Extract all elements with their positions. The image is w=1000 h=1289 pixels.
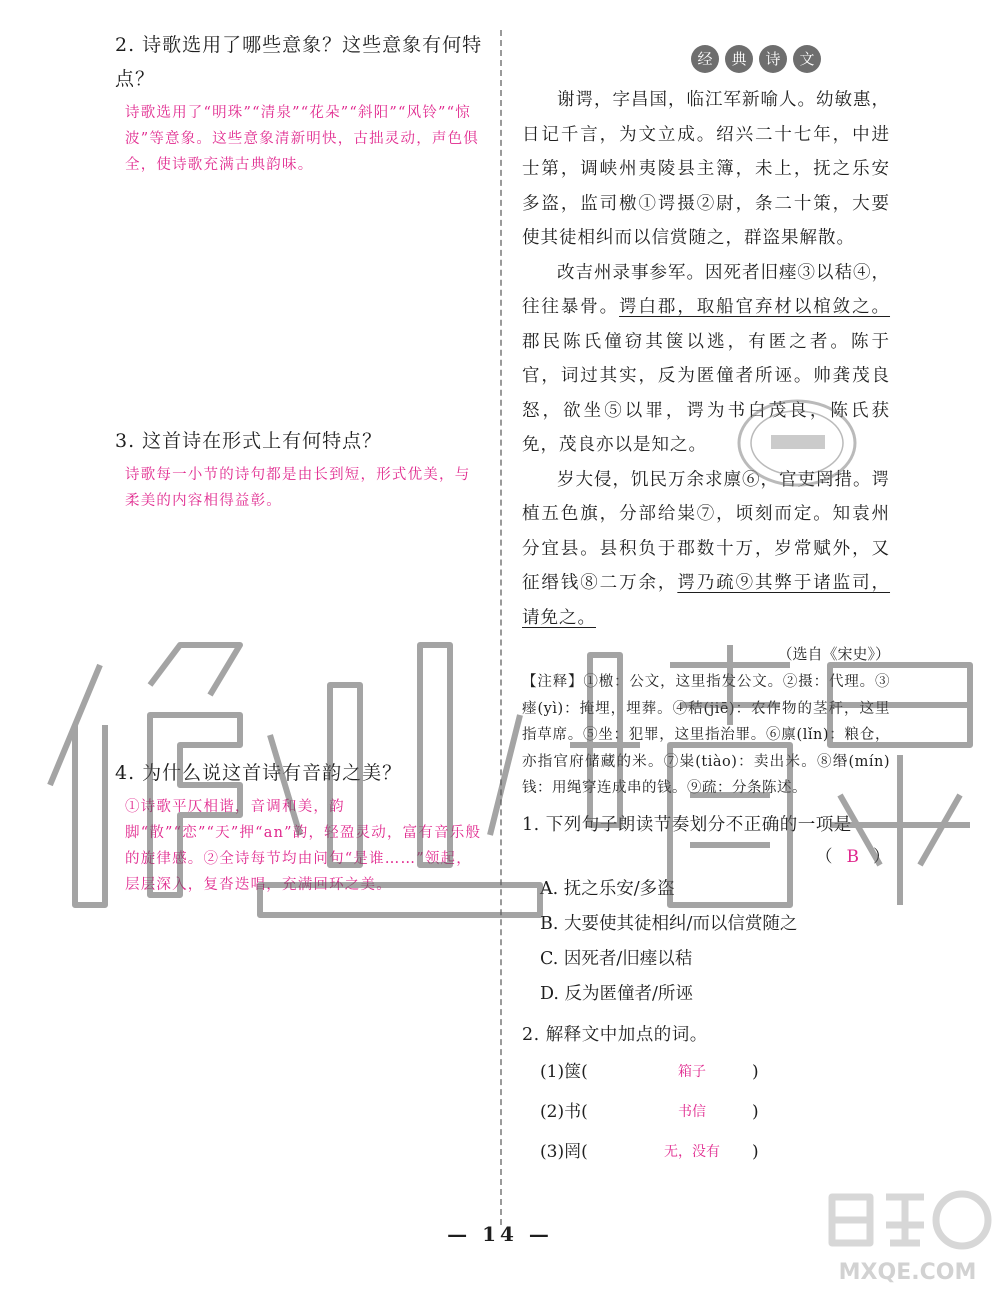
passage-text: 岁大侵，饥民万余求廪⑥，官吏罔措。谔植五色旗，分部给粜⑦，顷刻而定。知袁州分宜县。县积负于郡数十万，岁常赋外，又征缗钱⑧二万余， xyxy=(522,469,890,593)
section-title-char: 典 xyxy=(725,45,753,73)
reading-question-1: 1. 下列句子朗读节奏划分不正确的一项是 xyxy=(522,814,852,835)
answer-4: ①诗歌平仄相谐，音调和美，韵脚“散”“恋”“天”押“an”韵，轻盈灵动，富有音乐般的旋律感。②全诗每节均由问句“是谁……”领起，层层深入，复沓迭唱，充满回环之美。 xyxy=(125,799,482,893)
section-title-char: 文 xyxy=(793,45,821,73)
fill-item-3 xyxy=(540,1132,890,1172)
option-c: C. 因死者/旧瘗以秸 xyxy=(540,948,693,969)
fill-item-1 xyxy=(540,1052,890,1092)
right-column xyxy=(522,45,890,1172)
answer-2: 诗歌选用了“明珠”“清泉”“花朵”“斜阳”“风铃”“惊波”等意象。这些意象清新明快，古拙灵动，声色俱全，使诗歌充满古典韵味。 xyxy=(125,105,480,173)
option-a: A. 抚之乐安/多盗 xyxy=(540,878,675,899)
fill-close: ) xyxy=(752,1141,759,1162)
stamp-seal xyxy=(735,395,860,490)
section-title-char: 诗 xyxy=(759,45,787,73)
annotations: 【注释】①檄：公文，这里指发公文。②摄：代理。③瘗(yì)：掩埋，埋葬。④秸(jiē)：农作物的茎秆，这里指草席。⑤坐：犯罪，这里指治罪。⑥廪(lǐn)：粮仓，亦指官府储藏的米。⑦粜(tiào)：卖出米。⑧缗(mín)钱：用绳穿连成串的钱。⑨疏：分条陈述。 xyxy=(522,674,890,796)
fill-close: ) xyxy=(752,1101,759,1122)
answer-3: 诗歌每一小节的诗句都是由长到短，形式优美，与柔美的内容相得益彰。 xyxy=(125,467,471,509)
fill-label: (1)箧( xyxy=(540,1061,588,1082)
fill-answer: 书信 xyxy=(678,1103,706,1120)
fill-label: (2)书( xyxy=(540,1101,588,1122)
passage-text: 改吉州录事参军。因死者旧瘗③以秸④，往往暴骨。 xyxy=(522,262,890,317)
fill-close: ) xyxy=(752,1061,759,1082)
fill-answer: 无，没有 xyxy=(664,1143,720,1160)
passage-source: （选自《宋史》） xyxy=(777,645,890,663)
passage-text: 郡民陈氏僮窃其箧以逃，有匿之者。陈于官，词过其实，反为匿僮者所诬。帅龚茂良怒，欲坐⑤以罪，谔为书白茂良，陈氏获免，茂良亦以是知之。 xyxy=(522,331,890,455)
question-3: 3. 这首诗在形式上有何特点？ xyxy=(115,430,383,452)
reading-question-2: 2. 解释文中加点的词。 xyxy=(522,1024,708,1045)
paren-open: （ xyxy=(815,846,833,867)
corner-site: MXQE.COM xyxy=(838,1260,977,1285)
paren-close: ） xyxy=(873,846,890,867)
section-title-char: 经 xyxy=(691,45,719,73)
passage-paragraph-1: 谢谔，字昌国，临江军新喻人。幼敏惠，日记千言，为文立成。绍兴二十七年，中进士第，调峡州夷陵县主簿，未上，抚之乐安多盗，监司檄①谔摄②尉，条二十策，大要使其徒相纠而以信赏随之，群盗果解散。 xyxy=(522,90,890,248)
column-divider xyxy=(500,30,502,1225)
underlined-sentence: 谔乃疏⑨其弊于诸监司，请免之。 xyxy=(522,573,891,628)
left-column xyxy=(115,28,485,898)
underlined-sentence: 谔白郡，取船官弃材以棺敛之。 xyxy=(619,297,891,317)
question-2: 2. 诗歌选用了哪些意象？这些意象有何特点？ xyxy=(115,34,483,90)
fill-answer: 箱子 xyxy=(678,1063,706,1080)
page-number: — 14 — xyxy=(447,1222,553,1246)
fill-label: (3)罔( xyxy=(540,1141,588,1162)
question-4: 4. 为什么说这首诗有音韵之美？ xyxy=(115,762,403,784)
answer-bracket xyxy=(522,842,890,872)
option-b: B. 大要使其徒相纠/而以信赏随之 xyxy=(540,913,798,934)
fill-item-2 xyxy=(540,1092,890,1132)
section-title xyxy=(622,45,890,73)
option-d: D. 反为匿僮者/所诬 xyxy=(540,983,693,1004)
choice-answer: B xyxy=(846,846,859,867)
